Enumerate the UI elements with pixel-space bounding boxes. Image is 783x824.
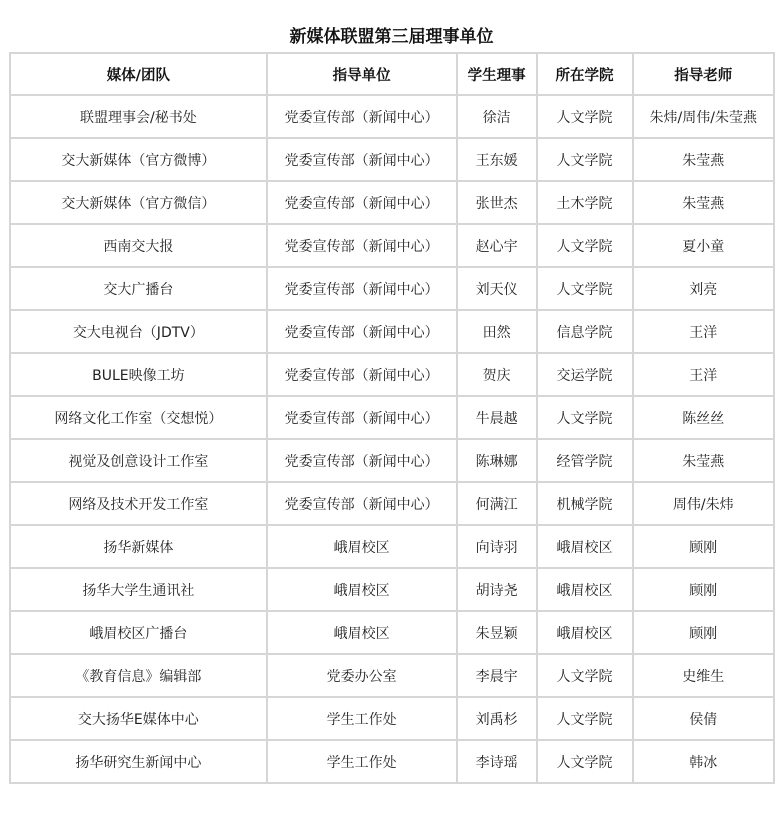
guiding-unit-cell: 学生工作处 [267, 697, 457, 740]
college-cell: 峨眉校区 [537, 568, 633, 611]
advisor-cell: 韩冰 [633, 740, 775, 783]
college-cell: 信息学院 [537, 310, 633, 353]
advisor-cell: 王洋 [633, 353, 775, 396]
table-row [10, 396, 774, 439]
advisor-cell: 夏小童 [633, 224, 775, 267]
college-cell: 人文学院 [537, 654, 633, 697]
advisor-cell: 顾刚 [633, 611, 775, 654]
media-team-cell: 《教育信息》编辑部 [10, 654, 267, 697]
student-director-cell: 陈琳娜 [457, 439, 537, 482]
guiding-unit-cell: 党委宣传部（新闻中心） [267, 224, 457, 267]
college-cell: 人文学院 [537, 138, 633, 181]
advisor-cell: 史维生 [633, 654, 775, 697]
college-cell: 峨眉校区 [537, 525, 633, 568]
advisor-cell: 刘亮 [633, 267, 775, 310]
advisor-cell: 陈丝丝 [633, 396, 775, 439]
table-row [10, 740, 774, 783]
table-row [10, 568, 774, 611]
table-row [10, 353, 774, 396]
college-cell: 人文学院 [537, 697, 633, 740]
guiding-unit-cell: 学生工作处 [267, 740, 457, 783]
student-director-cell: 王东媛 [457, 138, 537, 181]
guiding-unit-cell: 峨眉校区 [267, 568, 457, 611]
table-header-row [10, 53, 774, 95]
table-row [10, 181, 774, 224]
college-cell: 人文学院 [537, 267, 633, 310]
table-row [10, 439, 774, 482]
advisor-cell: 朱莹燕 [633, 138, 775, 181]
advisor-cell: 周伟/朱炜 [633, 482, 775, 525]
council-members-table [9, 52, 775, 784]
student-director-cell: 何满江 [457, 482, 537, 525]
media-team-cell: 交大电视台（JDTV） [10, 310, 267, 353]
student-director-cell: 李晨宇 [457, 654, 537, 697]
media-team-cell: 视觉及创意设计工作室 [10, 439, 267, 482]
media-team-cell: 联盟理事会/秘书处 [10, 95, 267, 138]
header-guiding-unit: 指导单位 [267, 53, 457, 95]
table-row [10, 138, 774, 181]
student-director-cell: 刘禹杉 [457, 697, 537, 740]
college-cell: 峨眉校区 [537, 611, 633, 654]
header-advisor: 指导老师 [633, 53, 775, 95]
advisor-cell: 朱莹燕 [633, 439, 775, 482]
college-cell: 交运学院 [537, 353, 633, 396]
advisor-cell: 顾刚 [633, 525, 775, 568]
table-row [10, 310, 774, 353]
guiding-unit-cell: 党委宣传部（新闻中心） [267, 310, 457, 353]
student-director-cell: 贺庆 [457, 353, 537, 396]
advisor-cell: 顾刚 [633, 568, 775, 611]
page-title: 新媒体联盟第三届理事单位 [289, 27, 494, 47]
table-row [10, 267, 774, 310]
header-student-director: 学生理事 [457, 53, 537, 95]
student-director-cell: 李诗瑶 [457, 740, 537, 783]
table-row [10, 224, 774, 267]
student-director-cell: 牛晨越 [457, 396, 537, 439]
advisor-cell: 朱炜/周伟/朱莹燕 [633, 95, 775, 138]
guiding-unit-cell: 峨眉校区 [267, 525, 457, 568]
table-row [10, 482, 774, 525]
student-director-cell: 胡诗尧 [457, 568, 537, 611]
student-director-cell: 刘天仪 [457, 267, 537, 310]
student-director-cell: 徐洁 [457, 95, 537, 138]
table-row [10, 525, 774, 568]
guiding-unit-cell: 党委宣传部（新闻中心） [267, 353, 457, 396]
advisor-cell: 侯倩 [633, 697, 775, 740]
student-director-cell: 田然 [457, 310, 537, 353]
table-row [10, 697, 774, 740]
media-team-cell: 网络文化工作室（交想悦） [10, 396, 267, 439]
student-director-cell: 向诗羽 [457, 525, 537, 568]
college-cell: 人文学院 [537, 224, 633, 267]
guiding-unit-cell: 党委宣传部（新闻中心） [267, 482, 457, 525]
header-college: 所在学院 [537, 53, 633, 95]
student-director-cell: 朱昱颖 [457, 611, 537, 654]
table-row [10, 611, 774, 654]
advisor-cell: 朱莹燕 [633, 181, 775, 224]
college-cell: 机械学院 [537, 482, 633, 525]
media-team-cell: 交大广播台 [10, 267, 267, 310]
media-team-cell: BULE映像工坊 [10, 353, 267, 396]
header-media-team: 媒体/团队 [10, 53, 267, 95]
media-team-cell: 交大扬华E媒体中心 [10, 697, 267, 740]
media-team-cell: 峨眉校区广播台 [10, 611, 267, 654]
media-team-cell: 西南交大报 [10, 224, 267, 267]
college-cell: 经管学院 [537, 439, 633, 482]
guiding-unit-cell: 党委宣传部（新闻中心） [267, 267, 457, 310]
media-team-cell: 扬华研究生新闻中心 [10, 740, 267, 783]
guiding-unit-cell: 峨眉校区 [267, 611, 457, 654]
guiding-unit-cell: 党委办公室 [267, 654, 457, 697]
guiding-unit-cell: 党委宣传部（新闻中心） [267, 396, 457, 439]
media-team-cell: 扬华大学生通讯社 [10, 568, 267, 611]
media-team-cell: 交大新媒体（官方微博） [10, 138, 267, 181]
media-team-cell: 扬华新媒体 [10, 525, 267, 568]
media-team-cell: 网络及技术开发工作室 [10, 482, 267, 525]
advisor-cell: 王洋 [633, 310, 775, 353]
college-cell: 土木学院 [537, 181, 633, 224]
college-cell: 人文学院 [537, 95, 633, 138]
guiding-unit-cell: 党委宣传部（新闻中心） [267, 138, 457, 181]
table-row [10, 654, 774, 697]
student-director-cell: 赵心宇 [457, 224, 537, 267]
guiding-unit-cell: 党委宣传部（新闻中心） [267, 95, 457, 138]
media-team-cell: 交大新媒体（官方微信） [10, 181, 267, 224]
student-director-cell: 张世杰 [457, 181, 537, 224]
guiding-unit-cell: 党委宣传部（新闻中心） [267, 439, 457, 482]
college-cell: 人文学院 [537, 740, 633, 783]
guiding-unit-cell: 党委宣传部（新闻中心） [267, 181, 457, 224]
table-body [10, 95, 774, 783]
college-cell: 人文学院 [537, 396, 633, 439]
table-row [10, 95, 774, 138]
